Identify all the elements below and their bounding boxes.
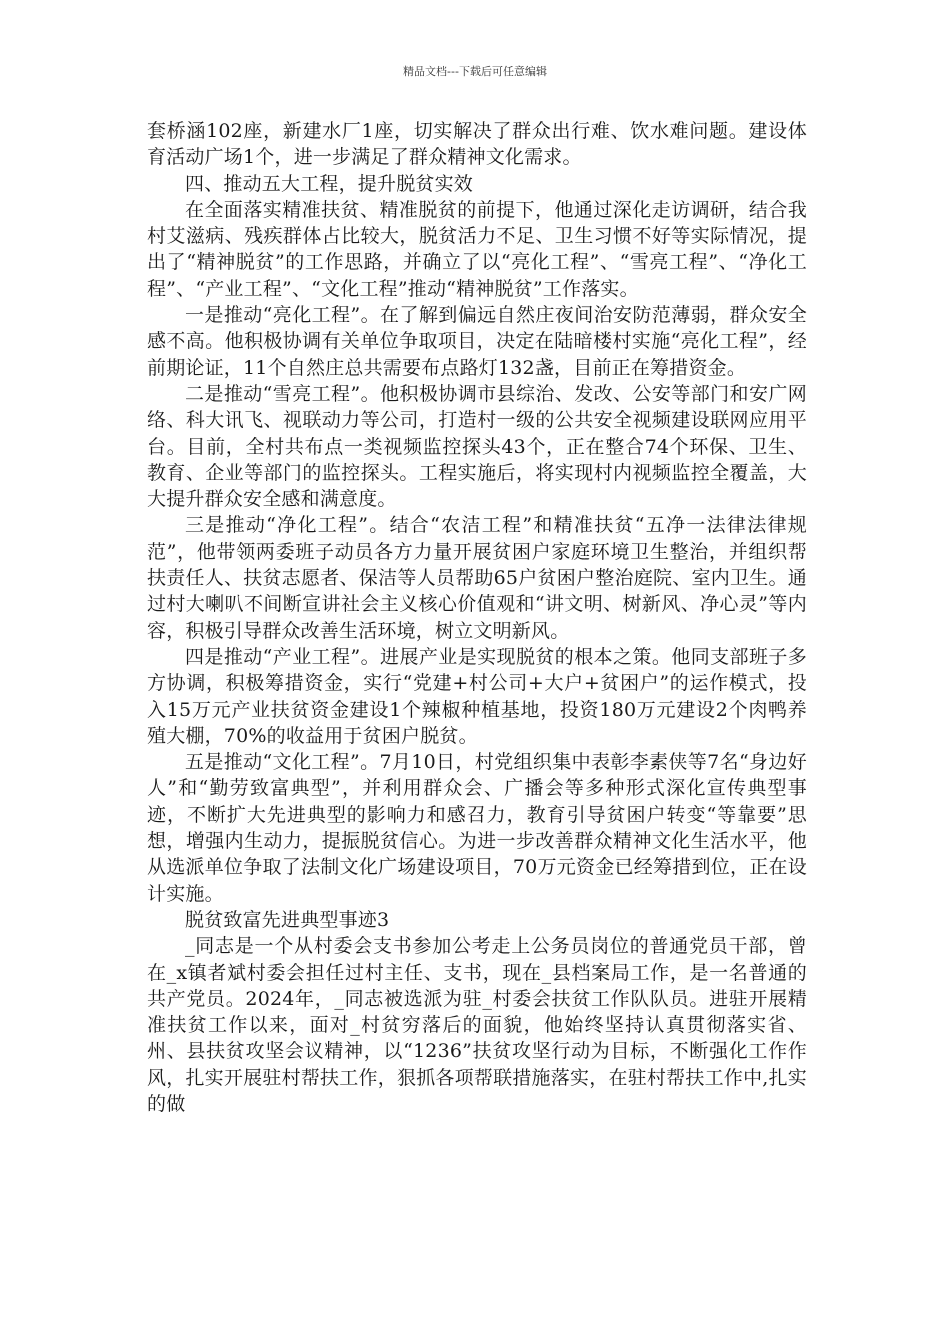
paragraph-purification-project: 三是推动“净化工程”。结合“农洁工程”和精准扶贫“五净一法律法律规范”，他带领两委班子动员各方力量开展贫困户家庭环境卫生整治，并组织帮扶责任人、扶贫志愿者、保洁等人员帮助65户贫困户整治庭院、室内卫生。通过村大喇叭不间断宣讲社会主义核心价值观和“讲文明、树新风、净心灵”等内容，积极引导群众改善生活环境，树立文明新风。 [147,514,807,642]
paragraph-lighting-project: 一是推动“亮化工程”。在了解到偏远自然庄夜间治安防范薄弱，群众安全感不高。他积极协调有关单位争取项目，决定在陆暗楼村实施“亮化工程”，经前期论证，11个自然庄总共需要布点路灯132盏，目前正在筹措资金。 [147,304,807,379]
section-heading-typical-deeds-3: 脱贫致富先进典型事迹3 [185,908,390,931]
document-body [147,118,807,1117]
page-header: 精品文档---下载后可任意编辑 [403,65,547,78]
paragraph-spiritual-poverty: 在全面落实精准扶贫、精准脱贫的前提下，他通过深化走访调研，结合我村艾滋病、残疾群体占比较大，脱贫活力不足、卫生习惯不好等实际情况，提出了“精神脱贫”的工作思路，并确立了以“亮化工程”、“雪亮工程”、“净化工程”、“产业工程”、“文化工程”推动“精神脱贫”工作落实。 [147,198,807,300]
section-heading-five-projects: 四、推动五大工程，提升脱贫实效 [185,172,474,195]
paragraph-industry-project: 四是推动“产业工程”。进展产业是实现脱贫的根本之策。他同支部班子多方协调，积极筹措资金，实行“党建+村公司+大户+贫困户”的运作模式，投入15万元产业扶贫资金建设1个辣椒种植基地，投资180万元建设2个肉鸭养殖大棚，70%的收益用于贫困户脱贫。 [147,645,807,747]
paragraph-snow-bright-project: 二是推动“雪亮工程”。他积极协调市县综治、发改、公安等部门和安广网络、科大讯飞、视联动力等公司，打造村一级的公共安全视频建设联网应用平台。目前，全村共布点一类视频监控探头43个，正在整合74个环保、卫生、教育、企业等部门的监控探头。工程实施后，将实现村内视频监控全覆盖，大大提升群众安全感和满意度。 [147,382,807,511]
paragraph-culture-project: 五是推动“文化工程”。7月10日，村党组织集中表彰李素侠等7名“身边好人”和“勤劳致富典型”，并利用群众会、广播会等多种形式深化宣传典型事迹，不断扩大先进典型的影响力和感召力，教育引导贫困户转变“等靠要”思想，增强内生动力，提振脱贫信心。为进一步改善群众精神文化生活水平，他从选派单位争取了法制文化广场建设项目，70万元资金已经筹措到位，正在设计实施。 [147,751,807,905]
paragraph-continuation: 套桥涵102座，新建水厂1座，切实解决了群众出行难、饮水难问题。建设体育活动广场1个，进一步满足了群众精神文化需求。 [147,120,807,169]
paragraph-comrade-profile: _同志是一个从村委会支书参加公考走上公务员岗位的普通党员干部，曾在_x镇者斌村委会担任过村主任、支书，现在_县档案局工作，是一名普通的共产党员。2024年，_同志被选派为驻_村委会扶贫工作队队员。进驻开展精准扶贫工作以来，面对_村贫穷落后的面貌，他始终坚持认真贯彻落实省、州、县扶贫攻坚会议精神，以“1236”扶贫攻坚行动为目标，不断强化工作作风，扎实开展驻村帮扶工作，狠抓各项帮联措施落实，在驻村帮扶工作中,扎实的做 [147,935,807,1115]
